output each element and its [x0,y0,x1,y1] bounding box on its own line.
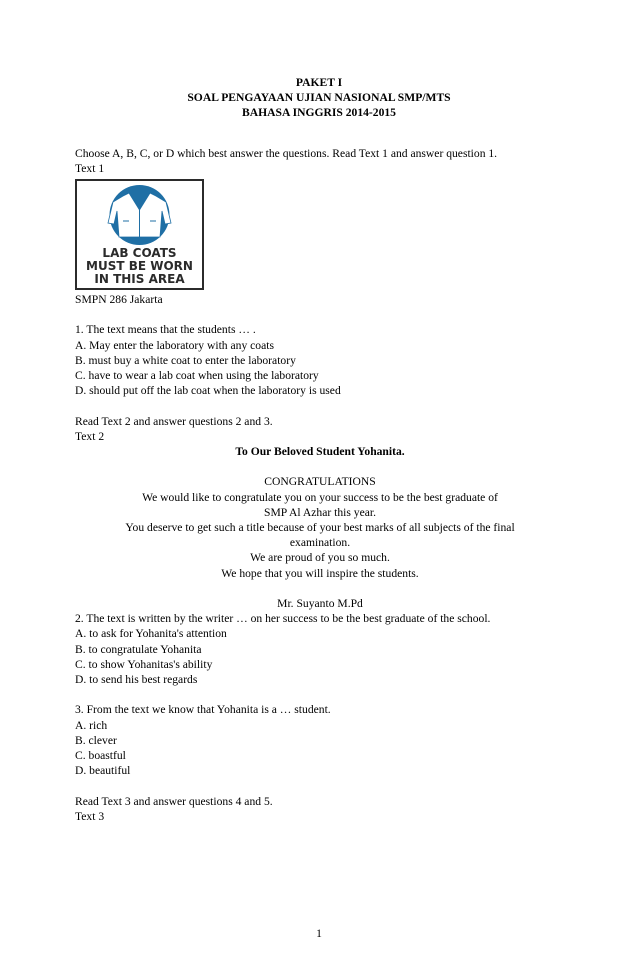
q2-option-b: B. to congratulate Yohanita [75,642,202,656]
sign-text-line2: MUST BE WORN [86,259,193,273]
instruction-block [75,146,565,176]
text1-source: SMPN 286 Jakarta [75,293,163,306]
page-number: 1 [316,927,322,940]
q2-option-a: A. to ask for Yohanita's attention [75,627,227,641]
q2-option-d: D. to send his best regards [75,673,198,687]
q3-option-c: C. boastful [75,749,126,763]
header-subject: BAHASA INGGRIS 2014-2015 [242,106,396,120]
text2-body-line5: We are proud of you so much. [250,551,390,565]
q1-option-d: D. should put off the lab coat when the laboratory is used [75,384,341,398]
text2-intro: Read Text 2 and answer questions 2 and 3. [75,414,273,428]
text2-body-line6: We hope that you will inspire the students. [221,566,419,580]
text2-label: Text 2 [75,429,105,443]
sign-text-line3: IN THIS AREA [94,272,185,286]
text2-congratulations: CONGRATULATIONS [264,475,376,489]
q3-option-b: B. clever [75,733,117,747]
header-title: PAKET I [295,76,343,89]
q1-option-b: B. must buy a white coat to enter the laboratory [75,353,296,367]
text2-body-line4: examination. [289,536,351,550]
document-header [0,75,638,121]
header-subtitle: SOAL PENGAYAAN UJIAN NASIONAL SMP/MTS [187,91,451,105]
lab-coat-sign [75,179,204,290]
q1-option-a: A. May enter the laboratory with any coats [75,338,274,352]
text3-label: Text 3 [75,809,105,823]
q3-option-a: A. rich [75,718,108,732]
lab-coat-icon [77,181,202,288]
q2-option-c: C. to show Yohanitas's ability [75,657,213,671]
text3-intro: Read Text 3 and answer questions 4 and 5. [75,794,273,808]
instruction-text: Choose A, B, C, or D which best answer the questions. Read Text 1 and answer question 1. [75,147,498,160]
question-section [75,292,565,824]
question-2: 2. The text is written by the writer … on her success to be the best graduate of the school. [75,612,491,626]
text2-body-line2: SMP Al Azhar this year. [264,505,376,519]
text2-title: To Our Beloved Student Yohanita. [235,445,405,458]
text2-signature: Mr. Suyanto M.Pd [277,597,363,610]
text2-body-line3: You deserve to get such a title because of your best marks of all subjects of the final [125,521,515,534]
question-3: 3. From the text we know that Yohanita is a … student. [75,703,331,717]
text1-label: Text 1 [75,162,105,176]
text2-body-line1: We would like to congratulate you on your success to be the best graduate of [142,490,498,504]
question-1: 1. The text means that the students … . [75,323,256,337]
q1-option-c: C. have to wear a lab coat when using the laboratory [75,369,319,382]
sign-text-line1: LAB COATS [102,246,177,260]
q3-option-d: D. beautiful [75,764,131,778]
